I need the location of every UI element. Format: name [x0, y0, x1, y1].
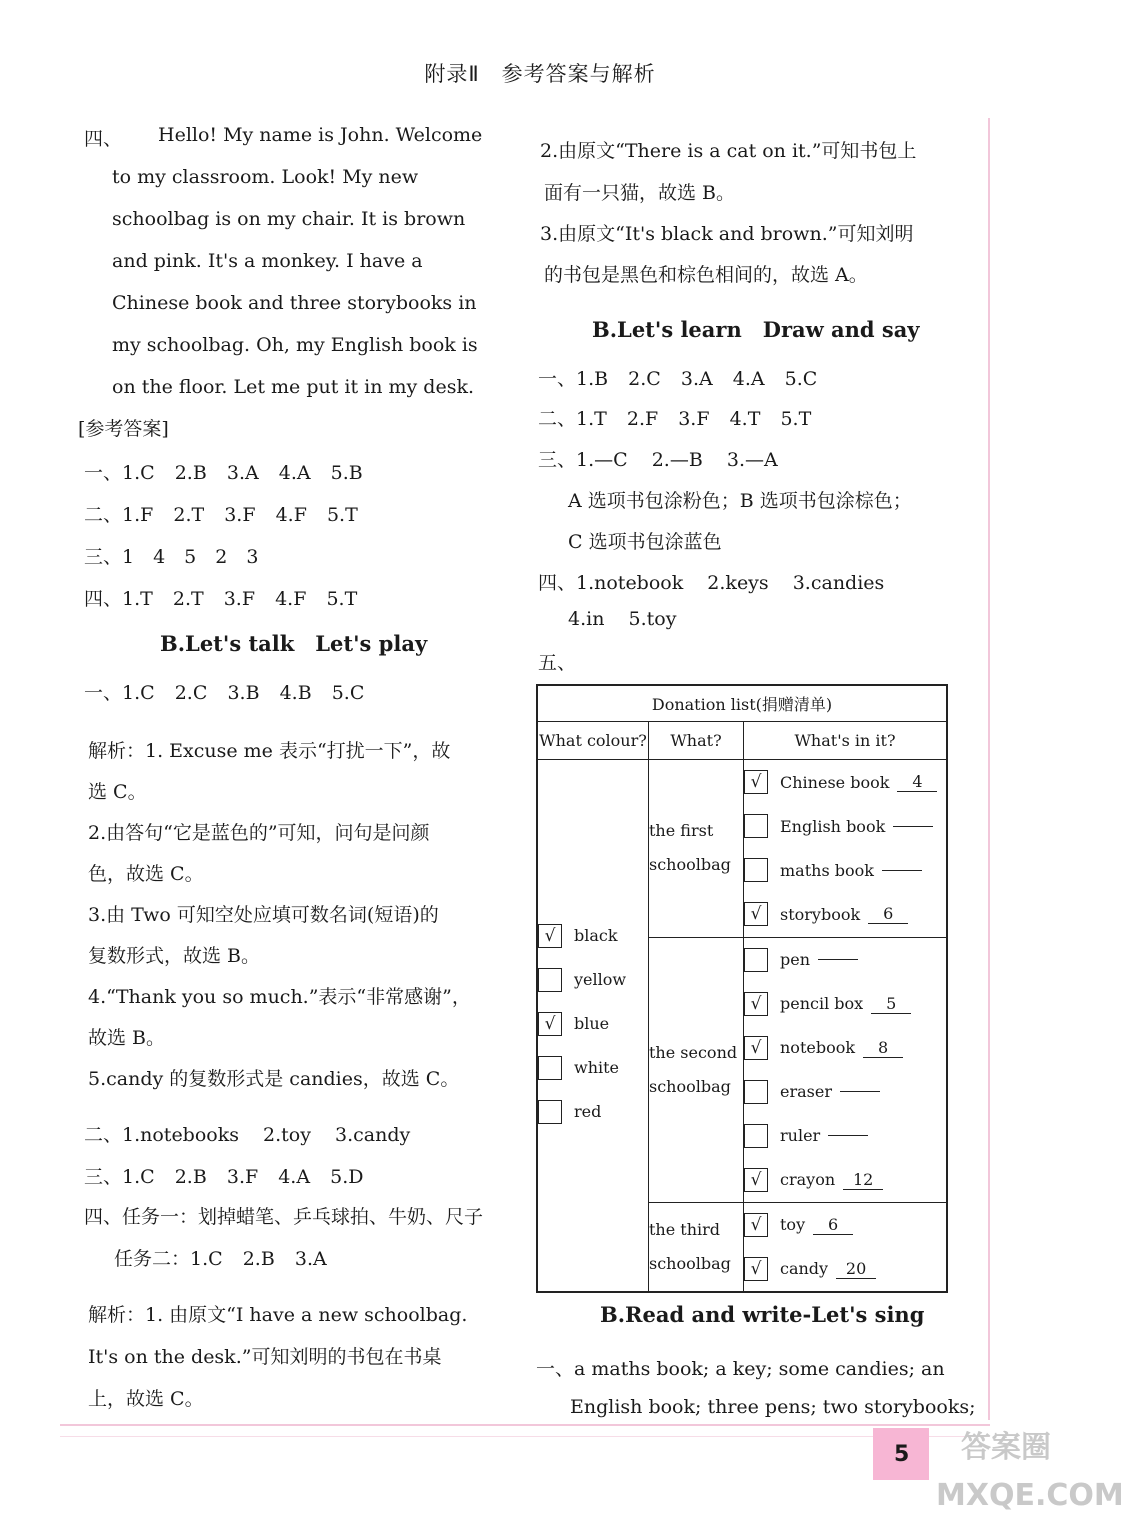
passage-line: my schoolbag. Oh, my English book is	[112, 334, 478, 356]
colour-option	[538, 1046, 648, 1090]
answer: 4.F	[275, 504, 307, 526]
section-heading: B.Let's learn Draw and say	[592, 317, 920, 342]
note-line: C 选项书包涂蓝色	[568, 531, 722, 553]
answer: 二、1.F	[84, 504, 154, 526]
answer: 2.B	[174, 462, 207, 484]
answer: 2.—B	[651, 449, 703, 471]
passage-line: Hello! My name is John. Welcome	[158, 124, 483, 146]
answer: 3.candy	[335, 1124, 411, 1146]
count-field	[882, 870, 922, 871]
checkbox[interactable]: √	[744, 770, 768, 794]
item-row: √ toy 6	[744, 1203, 946, 1247]
explanation-line: 面有一只猫，故选 B。	[544, 182, 736, 204]
answer: 4.A	[732, 368, 765, 390]
item-row: eraser	[744, 1070, 946, 1114]
answer-row	[84, 500, 358, 527]
note-line: A 选项书包涂粉色；B 选项书包涂棕色；	[568, 490, 912, 512]
count-field	[840, 1091, 880, 1092]
bag-name: the second schoolbag	[649, 937, 744, 1202]
checkbox[interactable]	[744, 1124, 768, 1148]
answer-row	[568, 608, 676, 630]
answer: 2.toy	[263, 1124, 311, 1146]
checkbox[interactable]: √	[744, 1036, 768, 1060]
answer: 2.keys	[707, 572, 769, 594]
option-label: yellow	[574, 970, 627, 989]
answer: 3.F	[224, 504, 256, 526]
answer-row: 三、1 4 5 2 3	[84, 546, 259, 568]
answer: 三、1.—C	[538, 449, 628, 471]
item-row: English book	[744, 804, 946, 848]
answer: 3.F	[223, 588, 256, 610]
bag-name: the third schoolbag	[649, 1202, 744, 1292]
answer: 2.F	[626, 408, 659, 430]
item-row: √ notebook 8	[744, 1026, 946, 1070]
checkbox[interactable]: √	[538, 924, 562, 948]
passage-line: to my classroom. Look! My new	[112, 166, 419, 188]
explanation-line: 上，故选 C。	[88, 1388, 204, 1410]
answer: 4.in	[568, 608, 605, 630]
answer: 4.T	[729, 408, 761, 430]
item-row: √ storybook 6	[744, 892, 946, 936]
answer: 5.T	[326, 588, 358, 610]
checkbox[interactable]: √	[744, 1168, 768, 1192]
answer: 4.A	[278, 462, 311, 484]
answer-row	[114, 1244, 327, 1271]
count-field: 5	[871, 994, 911, 1014]
checkbox[interactable]: √	[744, 1257, 768, 1281]
checkbox[interactable]	[744, 814, 768, 838]
checkbox[interactable]: √	[744, 902, 768, 926]
column-header: What colour?	[537, 721, 649, 759]
reference-label: [参考答案]	[78, 418, 169, 440]
option-label: blue	[574, 1014, 610, 1033]
item-row: ruler	[744, 1114, 946, 1158]
checkbox[interactable]	[744, 858, 768, 882]
answer: 一、1.C	[84, 682, 155, 704]
answer: 3.candies	[792, 572, 885, 594]
answer-row	[84, 678, 364, 705]
answer: 4.B	[279, 682, 312, 704]
answer: 5.B	[330, 462, 363, 484]
explanation-line: 5.candy 的复数形式是 candies，故选 C。	[88, 1068, 460, 1090]
margin-rule	[988, 118, 990, 1420]
answer: 2.C	[174, 682, 208, 704]
item-row: √ candy 20	[744, 1247, 946, 1291]
answer: 2.T	[173, 504, 205, 526]
explanation-line: 3.由原文“It's black and brown.”可知刘明	[540, 223, 914, 245]
explanation-line: 选 C。	[88, 781, 147, 803]
passage-line: Chinese book and three storybooks in	[112, 292, 477, 314]
explanation-line: It's on the desk.”可知刘明的书包在书桌	[88, 1346, 442, 1368]
column-header: What?	[649, 721, 744, 759]
checkbox[interactable]: √	[744, 1213, 768, 1237]
answer: 3.A	[294, 1248, 327, 1270]
answer: 3.B	[227, 682, 260, 704]
option-label: red	[574, 1102, 602, 1121]
count-field: 6	[813, 1215, 853, 1235]
answer-row	[538, 568, 884, 595]
answer: 4.F	[275, 588, 307, 610]
answer: 2.T	[172, 588, 204, 610]
answer-line: 一、a maths book; a key; some candies; an	[536, 1358, 945, 1380]
count-field	[893, 826, 933, 827]
answer: 四、1.T	[84, 588, 153, 610]
page-number: 5	[894, 1442, 910, 1467]
bag-items	[744, 759, 948, 937]
bag-items	[744, 937, 948, 1202]
answer: 5.toy	[628, 608, 677, 630]
colour-option	[538, 1090, 648, 1134]
colour-cell	[537, 759, 649, 1292]
passage-label: 四、	[84, 128, 123, 150]
explanation-line: 解析：1. 由原文“I have a new schoolbag.	[88, 1304, 468, 1326]
answer: 2.B	[174, 1166, 207, 1188]
footer-rule	[60, 1436, 990, 1437]
explanation-line: 4.“Thank you so much.”表示“非常感谢”，	[88, 986, 471, 1008]
checkbox[interactable]	[744, 948, 768, 972]
answer: 4.A	[278, 1166, 311, 1188]
colour-option	[538, 914, 648, 958]
task-line: 四、任务一：划掉蜡笔、乒乓球拍、牛奶、尺子	[84, 1206, 484, 1228]
footer-rule	[60, 1424, 990, 1426]
count-field: 6	[868, 904, 908, 924]
bag-name: the first schoolbag	[649, 759, 744, 937]
option-label: white	[574, 1058, 620, 1077]
item-row: maths book	[744, 848, 946, 892]
item-row: √ Chinese book 4	[744, 760, 946, 804]
answer: 一、1.B	[538, 368, 609, 390]
item-row: √ crayon 12	[744, 1158, 946, 1202]
count-field: 12	[843, 1170, 883, 1190]
answer: 3.—A	[726, 449, 778, 471]
checkbox[interactable]: √	[744, 992, 768, 1016]
answer: 5.C	[331, 682, 365, 704]
checkbox[interactable]	[744, 1080, 768, 1104]
answer: 二、1.T	[538, 408, 607, 430]
section-heading: B.Let's talk Let's play	[160, 631, 428, 656]
answer-row	[84, 584, 357, 611]
count-field: 8	[863, 1038, 903, 1058]
answer-row	[538, 364, 817, 391]
answer: 三、1.C	[84, 1166, 155, 1188]
count-field: 4	[897, 772, 937, 792]
answer-row	[84, 458, 363, 485]
colour-option	[538, 1002, 648, 1046]
count-field: 20	[836, 1259, 876, 1279]
checkbox[interactable]	[538, 1056, 562, 1080]
checkbox[interactable]	[538, 968, 562, 992]
column-header: What's in it?	[744, 721, 948, 759]
section-heading: B.Read and write-Let's sing	[600, 1302, 925, 1327]
watermark: 答案圈 MXQE.COM	[936, 1430, 1124, 1513]
explanation-line: 2.由原文“There is a cat on it.”可知书包上	[540, 140, 917, 162]
passage-line: on the floor. Let me put it in my desk.	[112, 376, 475, 398]
answer: 任务二：1.C	[114, 1248, 223, 1270]
answer: 3.F	[226, 1166, 259, 1188]
answer-row	[84, 1162, 364, 1189]
page-header: 附录Ⅱ 参考答案与解析	[424, 62, 656, 86]
donation-table	[536, 684, 948, 1293]
count-field	[818, 959, 858, 960]
answer: 5.T	[326, 504, 358, 526]
checkbox[interactable]	[538, 1100, 562, 1124]
answer-label: 五、	[538, 652, 577, 674]
passage-line: schoolbag is on my chair. It is brown	[112, 208, 466, 230]
explanation-line: 解析：1. Excuse me 表示“打扰一下”，故	[88, 740, 451, 762]
checkbox[interactable]: √	[538, 1012, 562, 1036]
passage-line: and pink. It's a monkey. I have a	[112, 250, 423, 272]
answer: 2.C	[628, 368, 661, 390]
explanation-line: 故选 B。	[88, 1027, 166, 1049]
explanation-line: 3.由 Two 可知空处应填可数名词(短语)的	[88, 904, 439, 926]
answer-row	[538, 404, 811, 431]
answer: 二、1.notebooks	[84, 1124, 239, 1146]
item-row: pen	[744, 938, 946, 982]
explanation-line: 的书包是黑色和棕色相间的，故选 A。	[544, 264, 868, 286]
answer: 3.A	[226, 462, 259, 484]
explanation-line: 色，故选 C。	[88, 863, 204, 885]
answer: 2.B	[242, 1248, 275, 1270]
explanation-line: 2.由答句“它是蓝色的”可知，问句是问颜	[88, 822, 430, 844]
answer: 3.F	[678, 408, 710, 430]
answer-row	[84, 1120, 410, 1147]
answer: 5.C	[784, 368, 818, 390]
count-field	[828, 1135, 868, 1136]
table-title: Donation list(捐赠清单)	[537, 685, 947, 721]
answer-line: English book; three pens; two storybooks;	[570, 1396, 976, 1418]
answer: 5.T	[780, 408, 812, 430]
item-row: √ pencil box 5	[744, 982, 946, 1026]
explanation-line: 复数形式，故选 B。	[88, 945, 261, 967]
answer: 5.D	[330, 1166, 364, 1188]
answer: 一、1.C	[84, 462, 155, 484]
colour-option	[538, 958, 648, 1002]
bag-items	[744, 1202, 948, 1292]
option-label: black	[574, 926, 618, 945]
answer-row	[538, 445, 778, 472]
answer: 四、1.notebook	[538, 572, 684, 594]
answer: 3.A	[680, 368, 713, 390]
